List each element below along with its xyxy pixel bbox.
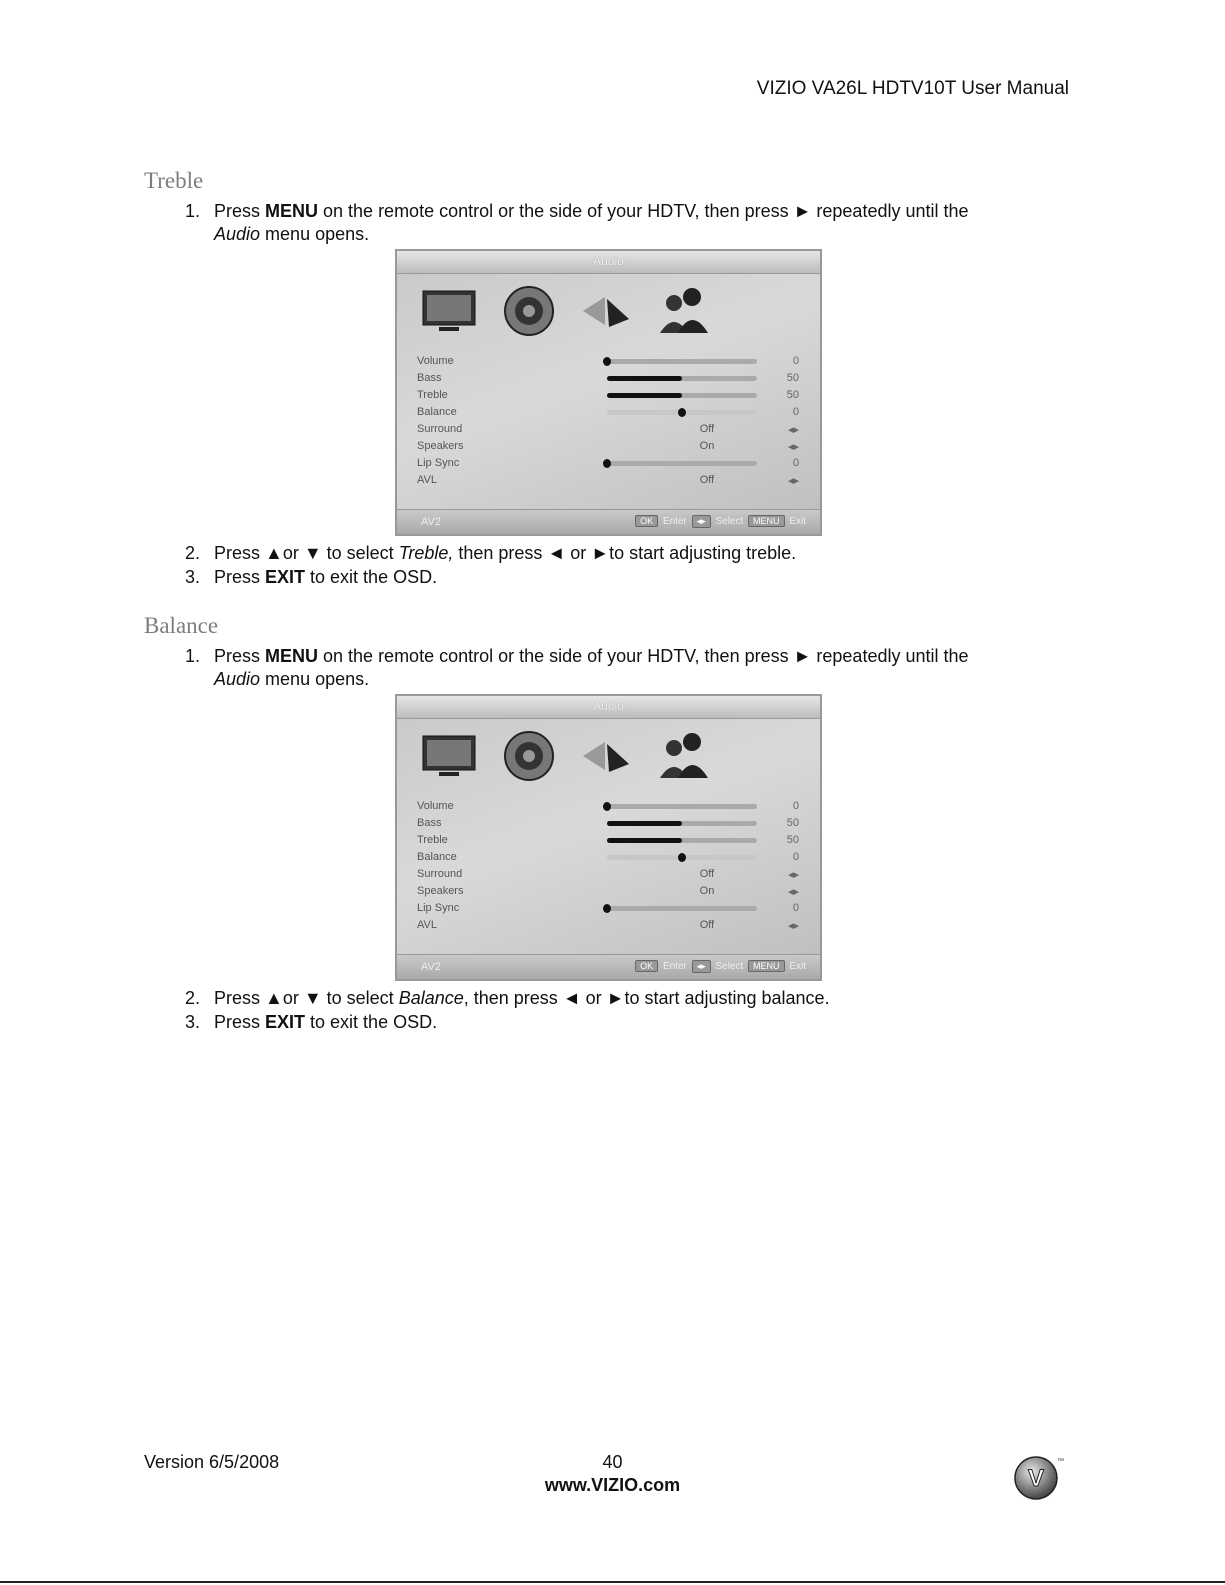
osd-row-speakers [417,438,807,455]
footer-version: Version 6/5/2008 [144,1452,280,1472]
svg-text:V: V [1027,1465,1045,1492]
section-title-balance: Balance [144,613,219,638]
osd-footer-bar [397,509,820,534]
osd-slider-track [607,855,757,860]
page-number: 40 [602,1452,623,1472]
osd-slider-knob [603,459,611,468]
ok-key-icon: OK [635,515,658,527]
osd-row-label: Speakers [417,440,464,452]
osd-slider-track [607,359,757,364]
osd-row-label: Volume [417,800,454,812]
osd-slider-knob [678,408,686,417]
osd-row-value: On [699,885,715,897]
osd-row-number: 0 [792,902,799,914]
osd-slider-track [607,804,757,809]
osd-row-number: 0 [792,457,799,469]
osd-row-label: Balance [417,406,457,418]
trademark-mark: ™ [1057,1458,1064,1465]
satellite-setup-icon [575,726,635,786]
nav-key-icon: ◂▸ [692,960,711,973]
osd-row-label: Bass [417,817,442,829]
osd-slider-knob [603,357,611,366]
ok-key-icon: OK [635,960,658,972]
osd-row-surround [417,421,807,438]
osd-slider-track [607,393,757,398]
osd-slider-fill [607,393,682,398]
osd-row-label: Bass [417,372,442,384]
menu-key-icon: MENU [748,515,785,527]
osd-row-avl [417,917,807,934]
osd-key-hints: OK Enter ◂▸ Select MENU Exit [633,515,806,528]
osd-row-avl [417,472,807,489]
osd-row-value: Off [699,423,715,435]
osd-slider-fill [607,838,682,843]
osd-row-treble [417,387,807,404]
osd-row-label: Lip Sync [417,457,460,469]
tv-picture-icon [419,726,479,786]
exit-keyword: EXIT [265,1012,306,1032]
osd-menu-title: Audio [593,699,624,713]
footer-url: www.VIZIO.com [544,1475,681,1495]
osd-row-value: Off [699,919,715,931]
osd-row-label: AVL [417,919,437,931]
osd-row-arrows-icon: ◂▸ [787,920,799,932]
osd-row-label: Speakers [417,885,464,897]
osd-row-number: 0 [792,355,799,367]
osd-slider-track [607,906,757,911]
osd-slider-track [607,410,757,415]
osd-row-label: AVL [417,474,437,486]
osd-row-number: 50 [786,834,799,846]
audio-keyword: Audio [214,224,261,244]
users-parental-icon [652,281,712,341]
osd-row-arrows-icon: ◂▸ [787,475,799,487]
osd-audio-screenshot-1 [395,249,822,536]
osd-row-arrows-icon: ◂▸ [787,886,799,898]
exit-keyword: EXIT [265,567,306,587]
osd-menu-title: Audio [593,254,624,268]
osd-title-bar [397,696,820,719]
vizio-logo-icon [1013,1455,1059,1501]
page-header-title: VIZIO VA26L HDTV10T User Manual [756,78,1069,99]
osd-row-arrows-icon: ◂▸ [787,424,799,436]
osd-row-bass [417,370,807,387]
tv-picture-icon [419,281,479,341]
osd-row-number: 50 [786,389,799,401]
osd-row-value: Off [699,868,715,880]
satellite-setup-icon [575,281,635,341]
osd-slider-track [607,838,757,843]
osd-slider-knob [603,904,611,913]
osd-row-arrows-icon: ◂▸ [787,441,799,453]
osd-row-lip-sync [417,900,807,917]
menu-key-icon: MENU [748,960,785,972]
osd-slider-knob [678,853,686,862]
osd-row-value: Off [699,474,715,486]
treble-keyword: Treble, [398,543,454,563]
osd-slider-track [607,821,757,826]
speaker-audio-icon [499,726,559,786]
osd-audio-screenshot-2 [395,694,822,981]
osd-row-number: 50 [786,372,799,384]
osd-row-label: Lip Sync [417,902,460,914]
audio-keyword: Audio [214,669,261,689]
osd-row-balance [417,849,807,866]
osd-row-volume [417,798,807,815]
osd-title-bar [397,251,820,274]
osd-row-label: Surround [417,868,463,880]
osd-slider-track [607,376,757,381]
menu-keyword: MENU [265,646,319,666]
osd-key-hints: OK Enter ◂▸ Select MENU Exit [633,960,806,973]
step-number: 1. [184,201,200,221]
osd-footer-bar [397,954,820,979]
speaker-audio-icon [499,281,559,341]
osd-row-lip-sync [417,455,807,472]
menu-keyword: MENU [265,201,319,221]
osd-slider-fill [607,821,682,826]
osd-slider-knob [603,802,611,811]
osd-slider-track [607,461,757,466]
osd-row-treble [417,832,807,849]
osd-input-source: AV2 [421,961,441,973]
osd-row-number: 50 [786,817,799,829]
osd-slider-fill [607,376,682,381]
osd-row-label: Treble [417,834,448,846]
page-bottom-rule [0,1581,1225,1583]
users-parental-icon [652,726,712,786]
osd-row-label: Treble [417,389,448,401]
osd-row-balance [417,404,807,421]
osd-input-source: AV2 [421,516,441,528]
nav-key-icon: ◂▸ [692,515,711,528]
balance-keyword: Balance [398,988,464,1008]
osd-row-speakers [417,883,807,900]
osd-row-number: 0 [792,851,799,863]
osd-row-label: Surround [417,423,463,435]
osd-row-volume [417,353,807,370]
section-title-treble: Treble [144,168,204,193]
osd-row-label: Volume [417,355,454,367]
osd-row-surround [417,866,807,883]
osd-row-arrows-icon: ◂▸ [787,869,799,881]
osd-row-number: 0 [792,406,799,418]
osd-row-bass [417,815,807,832]
osd-row-label: Balance [417,851,457,863]
osd-row-number: 0 [792,800,799,812]
osd-row-value: On [699,440,715,452]
